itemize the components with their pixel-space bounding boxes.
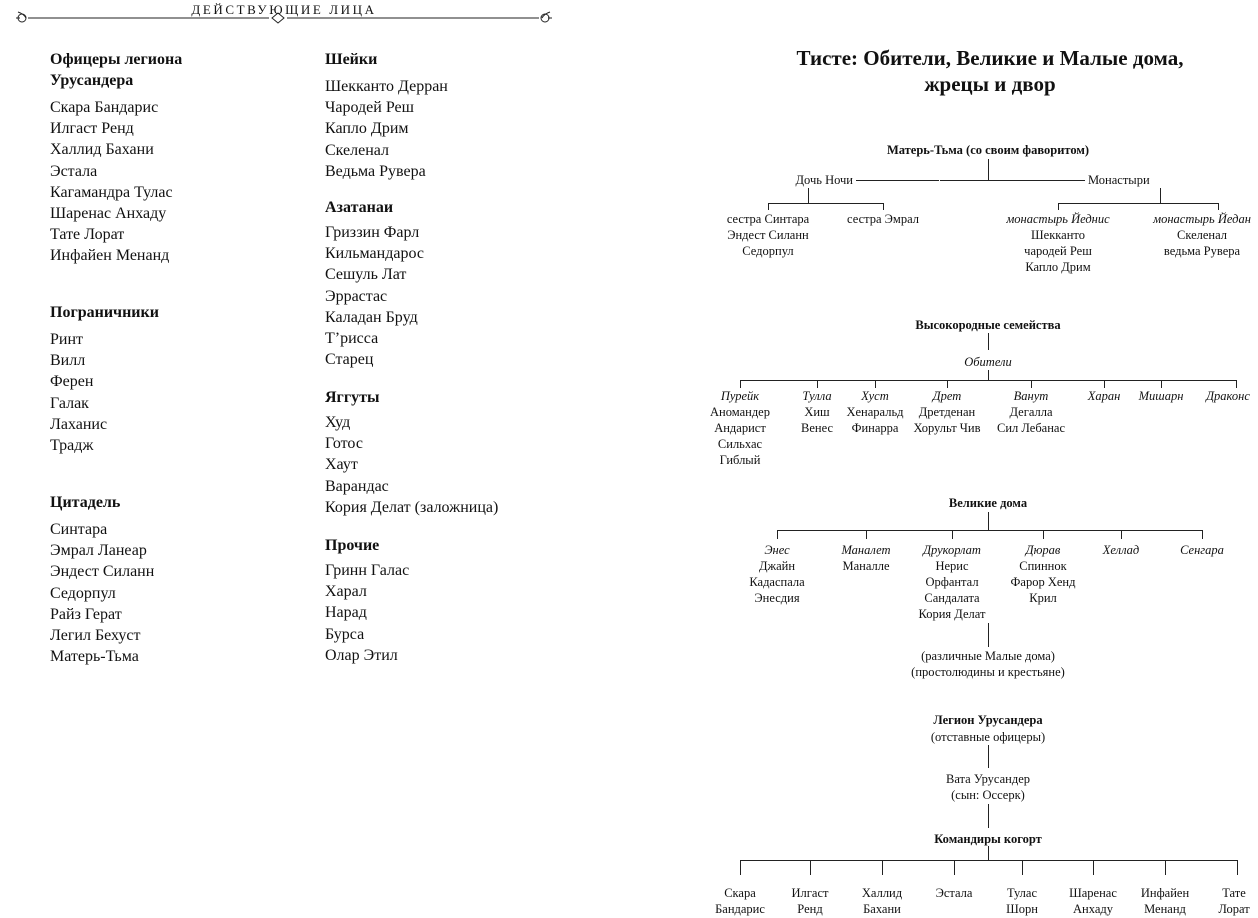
node-vatha xyxy=(946,771,1030,803)
list-item: Кильмандарос xyxy=(325,245,424,263)
node-sister1 xyxy=(727,211,809,259)
list-item: Сешуль Лат xyxy=(325,266,407,284)
tree-text: Сильхас xyxy=(717,437,763,451)
section-title: Прочие xyxy=(325,537,380,554)
tree-text: Скеленал xyxy=(1176,228,1228,242)
header-title: ДЕЙСТВУЮЩИЕ ЛИЦА xyxy=(191,2,377,17)
tree-text: Кадаспала xyxy=(749,575,805,589)
section-citadel xyxy=(50,492,300,667)
tree-text: ведьма Рувера xyxy=(1163,244,1241,258)
node-mon2 xyxy=(1153,211,1251,259)
node-monasteries: Монастыри xyxy=(1088,173,1150,187)
list-item: Тате Лорат xyxy=(50,226,125,244)
list-item: Матерь-Тьма xyxy=(50,648,139,666)
tree-text: Дрет xyxy=(932,389,962,403)
node-sister2: сестра Эмрал xyxy=(847,212,919,226)
list-item: Ведьма Рувера xyxy=(325,162,426,180)
node-cohort xyxy=(1069,885,1117,917)
list-item: Харал xyxy=(325,583,367,601)
tree-text: Дегалла xyxy=(1009,405,1053,419)
tree-text: чародей Реш xyxy=(1024,244,1092,258)
list-item: Ринт xyxy=(50,331,84,348)
node-great: Сенгара xyxy=(1180,543,1224,557)
tree-text: сестра Синтара xyxy=(726,212,810,226)
tree-text: Хорульт Чив xyxy=(913,421,981,435)
list-item: Синтара xyxy=(50,521,108,538)
section-title: Цитадель xyxy=(50,494,121,511)
tree-text: Сандалата xyxy=(924,591,980,605)
section-officers xyxy=(50,49,300,267)
node-cohort xyxy=(1141,885,1189,917)
tree-text: Менанд xyxy=(1144,902,1186,916)
list-item: Гринн Галас xyxy=(325,562,410,579)
list-item: Галак xyxy=(50,394,89,412)
node-daughter: Дочь Ночи xyxy=(795,173,853,187)
tree-text: Шекканто xyxy=(1031,228,1085,242)
tree-text: Фарор Хенд xyxy=(1010,575,1076,589)
tree-text: Шорн xyxy=(1006,902,1038,916)
tree-text: монастырь Йедан xyxy=(1153,212,1251,226)
node-cohort xyxy=(1218,885,1249,917)
node-great xyxy=(841,542,890,574)
list-item: Кагамандра Тулас xyxy=(50,183,173,201)
tree-text: Эндест Силанн xyxy=(727,228,809,242)
node-highborn: Высокородные семейства xyxy=(915,318,1061,332)
section-azathanai xyxy=(325,197,555,370)
node-house xyxy=(997,388,1065,436)
page-header xyxy=(14,0,554,26)
tree-text: Нерис xyxy=(935,559,969,573)
chart-title xyxy=(740,45,1240,97)
tree-text: Тулас xyxy=(1006,886,1038,900)
list-item: Чародей Реш xyxy=(325,99,414,117)
tree-text: Дюрав xyxy=(1025,543,1061,557)
tree-text: Джайн xyxy=(758,559,796,573)
list-item: Скара Бандарис xyxy=(50,99,159,116)
list-item: Кория Делат (заложница) xyxy=(325,498,499,516)
tree-text: Капло Дрим xyxy=(1025,260,1091,274)
node-house xyxy=(710,388,770,468)
tree-text: Эстала xyxy=(935,886,973,900)
node-cohort xyxy=(715,885,765,917)
tree-text: Шаренас xyxy=(1069,886,1117,900)
section-title: Урусандера xyxy=(50,72,134,89)
node-mother: Матерь-Тьма (со своим фаворитом) xyxy=(886,143,1090,157)
tree-text: (различные Малые дома) xyxy=(921,649,1055,663)
section-title: Офицеры легиона xyxy=(50,51,183,68)
node-house: Драконс xyxy=(1206,389,1250,403)
tree-text: Энесдия xyxy=(754,591,800,605)
node-great-houses: Великие дома xyxy=(948,496,1028,510)
section-sheikhs xyxy=(325,49,555,182)
tree-text: Тате xyxy=(1222,886,1246,900)
node-house xyxy=(801,388,833,436)
list-item: Эстала xyxy=(50,162,98,180)
list-item: Каладан Бруд xyxy=(325,308,418,326)
node-commanders: Командиры когорт xyxy=(934,832,1042,846)
list-item: Варандас xyxy=(325,477,389,495)
tree-text: Илгаст xyxy=(791,886,829,900)
tree-text: Крил xyxy=(1029,591,1057,605)
tree-text: Венес xyxy=(801,421,833,435)
tree-text: Вата Урусандер xyxy=(945,772,1031,786)
list-item: Инфайен Менанд xyxy=(50,247,170,265)
node-house xyxy=(913,388,980,436)
tree-text: Андарист xyxy=(714,421,766,435)
tree-text: Бандарис xyxy=(715,902,765,916)
node-great: Хеллад xyxy=(1102,543,1140,557)
tree-text: Маналле xyxy=(842,559,890,573)
node-cohort xyxy=(1006,885,1038,917)
node-lesser xyxy=(911,648,1065,680)
tree-text: (сын: Оссерк) xyxy=(951,788,1025,802)
list-item: Халлид Бахани xyxy=(50,141,154,159)
node-house: Харан xyxy=(1087,389,1121,403)
chart-title-line: Тисте: Обители, Великие и Малые дома, xyxy=(796,46,1184,70)
list-item: Ферен xyxy=(50,373,94,391)
tree-text: Аномандер xyxy=(710,405,770,419)
list-item: Эндест Силанн xyxy=(50,563,155,581)
section-border xyxy=(50,302,300,456)
section-others xyxy=(325,535,555,666)
list-item: Олар Этил xyxy=(325,646,398,664)
list-item: Легил Бехуст xyxy=(50,627,141,645)
section-title: Азатанаи xyxy=(325,199,394,216)
list-item: Готос xyxy=(325,435,363,453)
section-jaghut xyxy=(325,387,555,518)
tree-text: Гиблый xyxy=(719,453,761,467)
tree-text: Хиш xyxy=(804,405,830,419)
chart-title-line: жрецы и двор xyxy=(924,72,1056,96)
tree-text: Лорат xyxy=(1218,902,1250,916)
tree-text: Друкорлат xyxy=(923,543,981,557)
tree-text: Анхаду xyxy=(1073,902,1113,916)
tree-text: Дретденан xyxy=(918,405,976,419)
list-item: Бурса xyxy=(325,625,365,643)
section-title: Пограничники xyxy=(50,304,159,321)
tree-text: Сил Лебанас xyxy=(996,421,1066,435)
tree-text: Хуст xyxy=(861,389,889,403)
node-house: Мишарн xyxy=(1138,389,1184,403)
tree-text: Пурейк xyxy=(720,389,760,403)
tree-text: Спиннок xyxy=(1019,559,1067,573)
tree-text: Халлид xyxy=(861,886,903,900)
node-great xyxy=(1011,542,1076,606)
list-item: Традж xyxy=(50,437,94,455)
tree-text: Ванут xyxy=(1013,389,1049,403)
list-item: Эмрал Ланеар xyxy=(50,542,147,560)
tree-text: Скара xyxy=(724,886,756,900)
node-cohort xyxy=(936,885,973,901)
list-item: Лаханис xyxy=(50,415,108,433)
tree-text: Кория Делат xyxy=(918,607,986,621)
node-legion-sub: (отставные офицеры) xyxy=(930,730,1046,744)
list-item: Капло Дрим xyxy=(325,120,409,138)
node-legion: Легион Урусандера xyxy=(933,713,1043,727)
list-item: Скеленал xyxy=(325,141,390,159)
list-item: Нарад xyxy=(325,604,367,622)
list-item: Эррастас xyxy=(325,287,388,305)
list-item: Старец xyxy=(325,351,374,369)
node-great xyxy=(749,542,804,606)
tree-text: Энес xyxy=(764,543,790,557)
tree-text: монастырь Йеднис xyxy=(1006,212,1110,226)
list-item: Райз Герат xyxy=(50,605,122,623)
node-house xyxy=(846,388,903,436)
node-cohort xyxy=(862,885,902,917)
node-abodes: Обители xyxy=(964,355,1012,369)
tree-text: Седорпул xyxy=(742,244,794,258)
list-item: Худ xyxy=(325,414,351,431)
tree-text: Ренд xyxy=(797,902,823,916)
tree-text: Орфантал xyxy=(925,575,979,589)
tree-text: Хенаральд xyxy=(846,405,904,419)
list-item: Гриззин Фарл xyxy=(325,224,420,241)
list-item: Шаренас Анхаду xyxy=(50,205,167,223)
section-title: Яггуты xyxy=(325,389,380,406)
list-item: Т’рисса xyxy=(325,330,379,348)
section-title: Шейки xyxy=(325,51,378,68)
list-item: Седорпул xyxy=(50,584,116,602)
tree-text: Инфайен xyxy=(1140,886,1190,900)
node-great xyxy=(919,542,986,622)
list-item: Илгаст Ренд xyxy=(50,120,134,138)
tree-text: Финарра xyxy=(851,421,899,435)
tree-text: Бахани xyxy=(863,902,901,916)
tree-text: Тулла xyxy=(802,389,832,403)
node-cohort xyxy=(792,885,829,917)
list-item: Хаут xyxy=(325,456,358,474)
list-item: Вилл xyxy=(50,352,86,370)
list-item: Шекканто Дерран xyxy=(325,78,448,95)
tree-text: Маналет xyxy=(841,543,891,557)
tree-text: (простолюдины и крестьяне) xyxy=(911,665,1065,679)
node-mon1 xyxy=(1006,211,1109,275)
